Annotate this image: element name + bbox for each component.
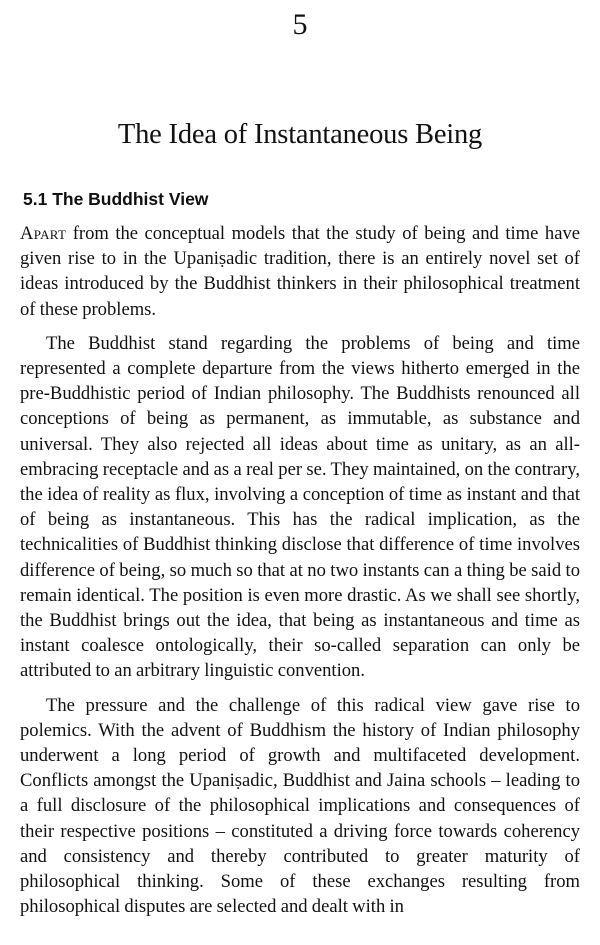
paragraph-1: [20, 221, 580, 322]
chapter-title: The Idea of Instantaneous Being: [117, 119, 483, 150]
section-heading: 5.1 The Buddhist View: [23, 189, 209, 209]
paragraph-3: The pressure and the challenge of this radical view gave rise to polemics. With the advent of Buddhism the history of Indian philosophy underwent a long period of growth and multifaceted development. Conflicts amongst the Upaniṣadic, Buddhist and Jaina schools – leading to a full disclosure of the philosophical implications and consequences of their respective positions – constituted a driving force towards coherency and consistency and thereby contributed to greater maturity of philosophical thinking. Some of these exchanges resulting from philosophical disputes are selected and dealt with in: [20, 694, 580, 918]
paragraph-1-lead: Apart: [20, 223, 67, 244]
paragraph-2: The Buddhist stand regarding the problems of being and time represented a complete departure from the views hitherto emerged in the pre-Buddhistic period of Indian philosophy. The Buddhists renounced all conceptions of being as permanent, as immutable, as substance and universal. They also rejected all ideas about time as unitary, as an all-embracing receptacle and as a real per se. They maintained, on the contrary, the idea of reality as flux, involving a conception of time as instant and that of being as instantaneous. This has the radical implication, as the technicalities of Buddhist thinking disclose that difference of time involves difference of being, so much so that at no two instants can a thing be said to remain identical. The position is even more drastic. As we shall see shortly, the Buddhist brings out the idea, that being as instantaneous and time as instant coalesce ontologically, their so-called separation can only be attributed to an arbitrary linguistic convention.: [20, 332, 580, 682]
paragraph-1-text: from the conceptual models that the study of being and time have given rise to in the Upaniṣadic tradition, there is an entirely novel set of ideas introduced by the Buddhist thinkers in their philosophical treatment of these problems.: [20, 223, 580, 320]
chapter-number: 5: [292, 8, 308, 41]
